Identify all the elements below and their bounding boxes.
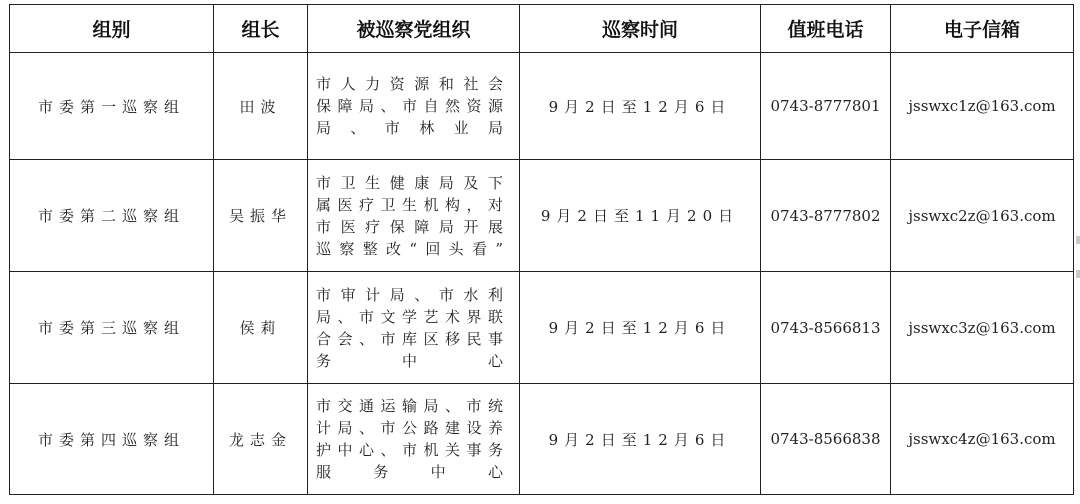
leader-cell: 龙志金: [214, 384, 308, 495]
phone-cell: 0743-8566838: [761, 384, 891, 495]
org-cell: [308, 160, 520, 272]
org-line: 局、市文学艺术界联: [316, 307, 507, 326]
org-cell: [308, 53, 520, 160]
org-cell: [308, 272, 520, 384]
leader-cell: 侯莉: [214, 272, 308, 384]
time-cell: 9月2日至11月20日: [520, 160, 761, 272]
page-edge-mark: [1076, 236, 1080, 244]
table-row: [10, 272, 1074, 384]
time-cell: 9月2日至12月6日: [520, 53, 761, 160]
org-line: 计局、市公路建设养: [316, 419, 507, 437]
header-email: 电子信箱: [891, 5, 1074, 53]
time-cell: 9月2日至12月6日: [520, 272, 761, 384]
group-cell: 市委第一巡察组: [10, 53, 214, 160]
leader-cell: 田波: [214, 53, 308, 160]
group-cell: 市委第二巡察组: [10, 160, 214, 272]
org-line: 属医疗卫生机构，对: [316, 195, 507, 214]
inspection-schedule-table: [9, 4, 1074, 495]
email-cell: jsswxc1z@163.com: [891, 53, 1074, 160]
org-line: 市交通运输局、市统: [316, 397, 507, 415]
email-cell: jsswxc3z@163.com: [891, 272, 1074, 384]
header-group: 组别: [10, 5, 214, 53]
org-line: 保障局、市自然资源: [316, 97, 507, 115]
phone-cell: 0743-8566813: [761, 272, 891, 384]
page-edge-mark: [1076, 270, 1080, 278]
header-inspected-org: 被巡察党组织: [308, 5, 520, 53]
header-inspection-time: 巡察时间: [520, 5, 761, 53]
org-line: 局、市林业局: [316, 119, 507, 137]
header-row: [10, 5, 1074, 53]
leader-cell: 吴振华: [214, 160, 308, 272]
table-row: [10, 160, 1074, 272]
org-line: 市卫生健康局及下: [316, 173, 507, 192]
phone-cell: 0743-8777801: [761, 53, 891, 160]
org-line: 护中心、市机关事务: [316, 441, 507, 459]
group-cell: 市委第三巡察组: [10, 272, 214, 384]
email-cell: jsswxc2z@163.com: [891, 160, 1074, 272]
org-line: 市审计局、市水利: [316, 285, 507, 304]
header-leader: 组长: [214, 5, 308, 53]
org-line: 市人力资源和社会: [316, 75, 507, 93]
org-line: 服务中心: [316, 463, 507, 481]
header-duty-phone: 值班电话: [761, 5, 891, 53]
org-line: 巡察整改“回头看”: [316, 239, 507, 258]
org-line: 合会、市库区移民事: [316, 329, 507, 348]
email-cell: jsswxc4z@163.com: [891, 384, 1074, 495]
org-line: 市医疗保障局开展: [316, 217, 507, 236]
phone-cell: 0743-8777802: [761, 160, 891, 272]
table-row: [10, 53, 1074, 160]
time-cell: 9月2日至12月6日: [520, 384, 761, 495]
org-line: 务中心: [316, 351, 507, 370]
table-row: [10, 384, 1074, 495]
org-cell: [308, 384, 520, 495]
group-cell: 市委第四巡察组: [10, 384, 214, 495]
